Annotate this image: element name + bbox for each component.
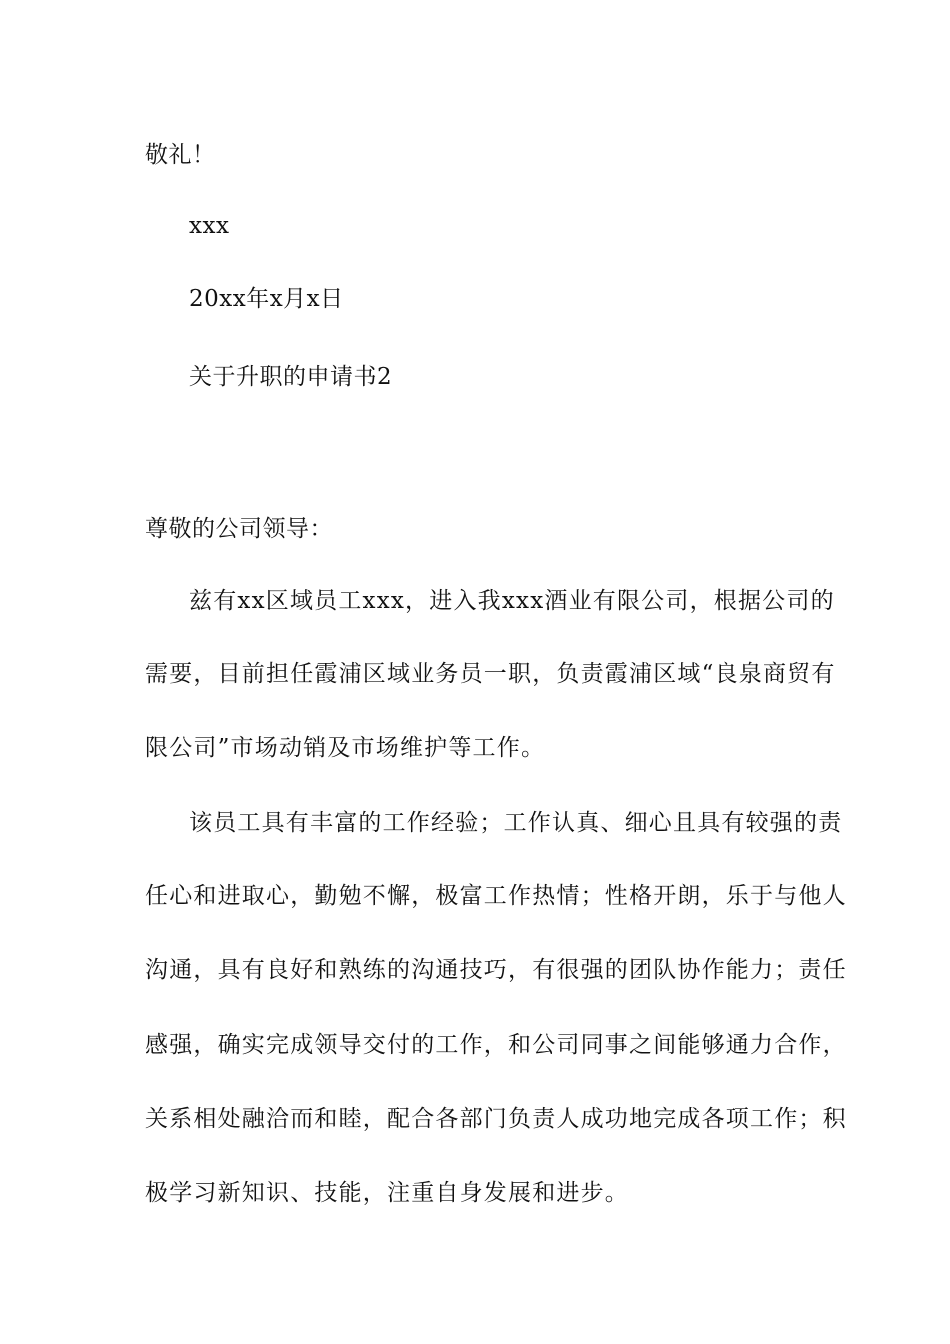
paragraph1-line: 需要，目前担任霞浦区域业务员一职，负责霞浦区域“良泉商贸有 xyxy=(145,661,836,687)
paragraph1-line: 兹有xx区域员工xxx，进入我xxx酒业有限公司，根据公司的 xyxy=(189,588,835,614)
paragraph2-line: 该员工具有丰富的工作经验；工作认真、细心且具有较强的责 xyxy=(189,810,843,836)
paragraph2-line: 沟通，具有良好和熟练的沟通技巧，有很强的团队协作能力；责任 xyxy=(145,957,847,983)
salutation: 尊敬的公司领导： xyxy=(145,516,333,542)
signature-name: xxx xyxy=(189,213,230,239)
paragraph1-line: 限公司”市场动销及市场维护等工作。 xyxy=(145,735,546,761)
signature-date: 20xx年x月x日 xyxy=(189,286,344,312)
paragraph2-line: 任心和进取心，勤勉不懈，极富工作热情；性格开朗，乐于与他人 xyxy=(145,883,847,909)
closing-line: 敬礼！ xyxy=(145,142,216,168)
paragraph2-line: 关系相处融洽而和睦，配合各部门负责人成功地完成各项工作；积 xyxy=(145,1106,847,1132)
section-title: 关于升职的申请书2 xyxy=(189,364,393,390)
paragraph2-line: 感强，确实完成领导交付的工作，和公司同事之间能够通力合作， xyxy=(145,1032,847,1058)
paragraph2-line: 极学习新知识、技能，注重自身发展和进步。 xyxy=(145,1180,629,1206)
